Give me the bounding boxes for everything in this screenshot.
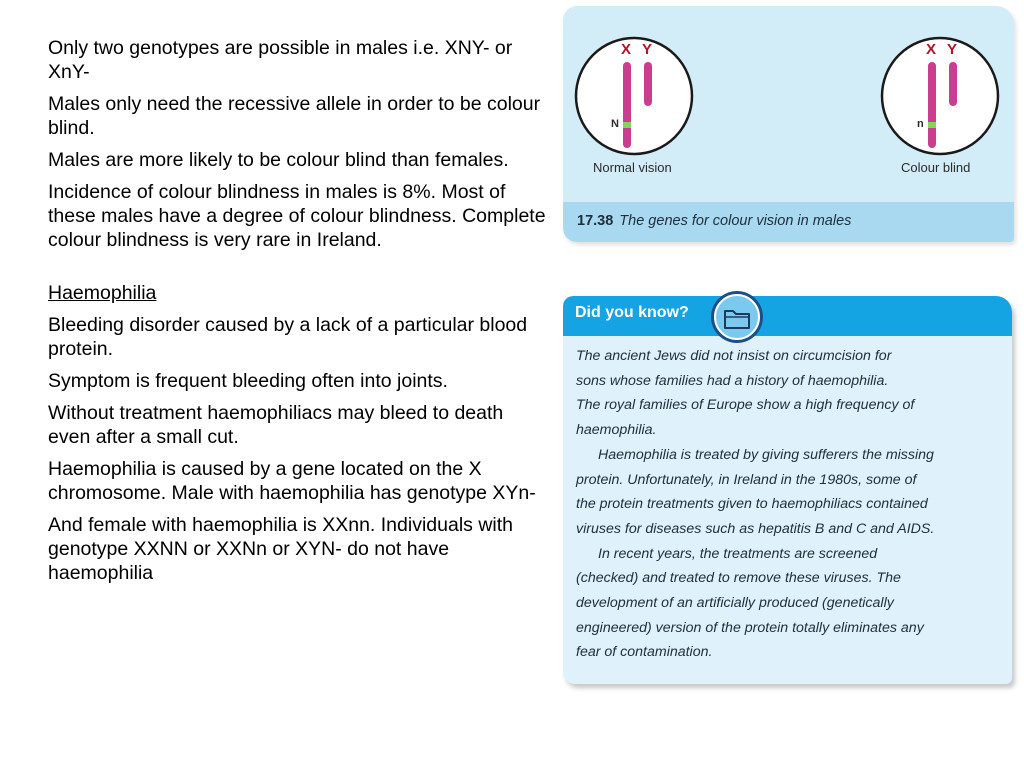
paragraph-recessive-allele: Males only need the recessive allele in order to be colour blind.	[48, 93, 541, 139]
y-label-normal: Y	[642, 41, 653, 58]
y-label-colourblind: Y	[947, 41, 958, 58]
paragraph-treatment: Without treatment haemophiliacs may bleed to death even after a small cut.	[48, 402, 504, 448]
x-chromosome-normal	[623, 62, 631, 148]
gene-band-normal	[623, 122, 631, 128]
x-label-colourblind: X	[926, 41, 937, 58]
dyk-line: sons whose families had a history of haemophilia.	[576, 372, 889, 389]
figure-caption-text: The genes for colour vision in males	[619, 213, 852, 229]
y-chromosome-normal	[644, 62, 652, 106]
paragraph-spacer	[48, 260, 550, 281]
paragraph-gene-location: Haemophilia is caused by a gene located on the X chromosome. Male with haemophilia has genotype XYn-	[48, 458, 536, 504]
figure-number: 17.38	[577, 213, 614, 229]
did-you-know-body	[576, 344, 1008, 665]
did-you-know-title: Did you know?	[575, 304, 689, 321]
haemophilia-heading: Haemophilia	[48, 282, 157, 304]
x-chromosome-colourblind	[928, 62, 936, 148]
paragraph-incidence: Incidence of colour blindness in males is 8%. Most of these males have a degree of colour blindness. Complete colour blindness is very rare in Ireland.	[48, 181, 546, 251]
caption-normal-vision: Normal vision	[593, 160, 672, 175]
dyk-line: the protein treatments given to haemophiliacs contained	[576, 496, 928, 513]
dyk-line: protein. Unfortunately, in Ireland in the 1980s, some of	[576, 471, 917, 488]
cell-circle-colourblind	[882, 38, 998, 154]
dyk-line: The ancient Jews did not insist on circumcision for	[576, 348, 892, 364]
caption-colour-blind: Colour blind	[901, 160, 971, 175]
did-you-know-box	[563, 296, 1012, 684]
figure-colour-vision	[563, 6, 1014, 242]
allele-label-colourblind: n	[917, 118, 924, 130]
y-chromosome-colourblind	[949, 62, 957, 106]
allele-label-normal: N	[611, 118, 619, 130]
x-label-normal: X	[621, 41, 632, 58]
paragraph-more-likely: Males are more likely to be colour blind than females.	[48, 149, 509, 171]
dyk-line: development of an artificially produced (genetically	[576, 595, 894, 612]
paragraph-genotypes: Only two genotypes are possible in males i.e. XNY- or XnY-	[48, 37, 513, 83]
dyk-line: engineered) version of the protein totally eliminates any	[576, 619, 924, 636]
main-text-column	[48, 36, 550, 593]
dyk-line: viruses for diseases such as hepatitis B and C and AIDS.	[576, 520, 935, 537]
dyk-line: (checked) and treated to remove these viruses. The	[576, 570, 901, 587]
cell-circle-normal	[576, 38, 692, 154]
folder-icon	[709, 289, 765, 345]
paragraph-female-genotype: And female with haemophilia is XXnn. Individuals with genotype XXNN or XXNn or XYN- do not have haemophilia	[48, 514, 514, 584]
figure-caption	[577, 213, 851, 229]
gene-band-colourblind	[928, 122, 936, 128]
dyk-line: Haemophilia is treated by giving sufferers the missing	[598, 446, 934, 463]
paragraph-symptom: Symptom is frequent bleeding often into joints.	[48, 370, 448, 392]
dyk-line: haemophilia.	[576, 422, 657, 439]
dyk-line: fear of contamination.	[576, 644, 713, 661]
did-you-know-header	[563, 296, 1012, 336]
dyk-line: The royal families of Europe show a high frequency of	[576, 397, 915, 414]
paragraph-bleeding-disorder: Bleeding disorder caused by a lack of a particular blood protein.	[48, 314, 528, 360]
dyk-line: In recent years, the treatments are screened	[598, 545, 878, 562]
